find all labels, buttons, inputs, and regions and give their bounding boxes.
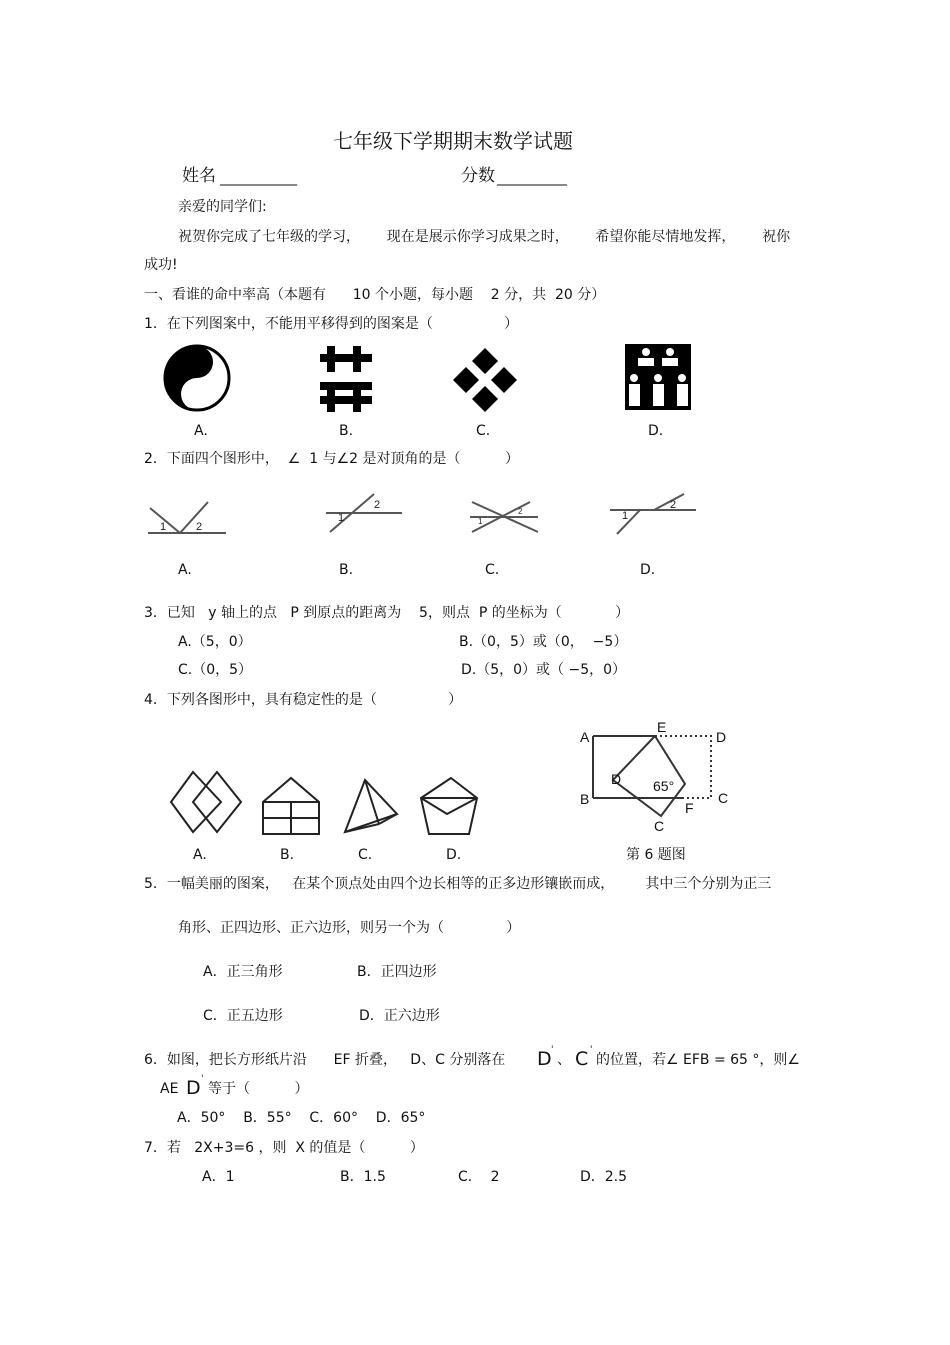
q1-stem: 1．在下列图案中，不能用平移得到的图案是（ ）	[144, 316, 519, 332]
q7-option-a[interactable]: A．1	[202, 1169, 235, 1185]
intro-line-2: 成功!	[144, 257, 178, 273]
q2-a-label-2: 2	[196, 521, 203, 533]
fig6-label-b: B	[580, 791, 590, 807]
q7-option-d[interactable]: D．2.5	[580, 1169, 628, 1185]
q7-option-c[interactable]: C． 2	[458, 1169, 500, 1185]
q2-c-label-2: 2	[518, 507, 523, 516]
fig6-label-d-folded: D	[611, 771, 622, 787]
q2-d-label-2: 2	[670, 499, 677, 511]
q3-stem: 3．已知 y 轴上的点 P 到原点的距离为 5，则点 P 的坐标为（ ）	[144, 605, 630, 621]
q7-stem: 7．若 2X+3=6 ，则 X 的值是（ ）	[144, 1140, 424, 1156]
fig6-angle-label: 65°	[653, 778, 675, 794]
q3-option-c[interactable]: C.（0，5）	[178, 662, 253, 678]
q4-stem: 4．下列各图形中，具有稳定性的是（ ）	[144, 692, 463, 708]
q7-option-b[interactable]: B．1.5	[340, 1169, 386, 1185]
q5-option-b[interactable]: B．正四边形	[357, 964, 437, 980]
q6-d-prime-2-mark: '	[201, 1074, 204, 1084]
fig6-label-a: A	[580, 729, 590, 745]
fig6-label-c-right: C	[718, 790, 729, 806]
q5-option-c[interactable]: C．正五边形	[203, 1008, 283, 1024]
q4-figures	[165, 768, 485, 840]
greeting: 亲爱的同学们:	[178, 199, 267, 215]
q6-d-prime-2: D	[186, 1077, 201, 1099]
q4-option-a[interactable]: A.	[193, 847, 207, 863]
page-title: 七年级下学期期末数学试题	[333, 129, 573, 153]
fig6-caption: 第 6 题图	[626, 847, 686, 863]
q1-option-a[interactable]: A.	[194, 423, 208, 439]
score-label: 分数	[461, 166, 495, 186]
q4-option-d[interactable]: D.	[446, 847, 462, 863]
score-blank: __________	[497, 170, 567, 186]
fig6-label-d-top: D	[716, 729, 727, 745]
q2-option-d[interactable]: D.	[640, 562, 656, 578]
q3-option-a[interactable]: A.（5，0）	[178, 634, 252, 650]
q1-option-c[interactable]: C.	[476, 423, 491, 439]
intro-line-1: 祝贺你完成了七年级的学习， 现在是展示你学习成果之时， 希望你能尽情地发挥， 祝你	[178, 229, 791, 245]
fig6-label-f: F	[685, 800, 694, 816]
q6-c-prime-mark: '	[590, 1045, 593, 1055]
q6-c-prime: C	[575, 1048, 589, 1070]
q5-option-d[interactable]: D．正六边形	[359, 1008, 440, 1024]
name-label: 姓名	[182, 166, 216, 186]
q6-stem-part-1: 6．如图，把长方形纸片沿 EF 折叠， D、C 分别落在	[144, 1052, 506, 1068]
q6-stem-part-4: 等于（ ）	[208, 1081, 309, 1097]
q2-b-label-2: 2	[374, 499, 381, 511]
q3-option-d[interactable]: D.（5，0）或（ −5，0）	[461, 662, 627, 678]
q6-d-prime: D	[537, 1048, 552, 1070]
q2-c-label-1: 1	[478, 517, 483, 526]
q2-option-a[interactable]: A.	[178, 562, 192, 578]
q6-stem-part-3: AE	[160, 1081, 179, 1097]
q2-option-c[interactable]: C.	[485, 562, 500, 578]
q4-option-b[interactable]: B.	[280, 847, 295, 863]
q2-option-b[interactable]: B.	[339, 562, 354, 578]
fig6-label-c-folded: C	[654, 818, 665, 834]
q1-option-b[interactable]: B.	[339, 423, 354, 439]
q5-option-a[interactable]: A．正三角形	[203, 964, 283, 980]
q6-options[interactable]: A．50° B．55° C．60° D．65°	[177, 1110, 426, 1126]
people-icon	[625, 344, 691, 410]
q5-stem-1: 5．一幅美丽的图案， 在某个顶点处由四个边长相等的正多边形镶嵌而成， 其中三个分别为正三	[144, 876, 772, 892]
q2-stem: 2．下面四个图形中， ∠ 1 与∠2 是对顶角的是（ ）	[144, 451, 520, 467]
q2-a-label-1: 1	[160, 521, 167, 533]
q6-separator: 、	[557, 1052, 571, 1068]
q6-stem-part-2: 的位置，若∠ EFB = 65 °，则∠	[596, 1052, 800, 1068]
q2-figures	[140, 490, 710, 550]
q1-figures	[150, 338, 710, 420]
q4-option-c[interactable]: C.	[358, 847, 373, 863]
q2-b-label-1: 1	[338, 512, 345, 524]
q6-d-prime-mark: '	[551, 1045, 554, 1055]
q2-d-label-1: 1	[622, 510, 629, 522]
fig6-label-e: E	[657, 719, 667, 735]
q1-option-d[interactable]: D.	[648, 423, 664, 439]
q5-stem-2: 角形、正四边形、正六边形，则另一个为（ ）	[178, 920, 521, 936]
yin-yang-icon	[165, 346, 229, 410]
q6-figure	[575, 718, 740, 838]
four-diamonds-icon	[453, 348, 517, 412]
section-1-heading: 一、看谁的命中率高（本题有 10 个小题，每小题 2 分，共 20 分）	[144, 287, 606, 303]
q3-option-b[interactable]: B.（0，5）或（0， −5）	[459, 634, 628, 650]
name-blank: ___________	[220, 170, 297, 186]
double-cross-icon	[320, 346, 372, 412]
